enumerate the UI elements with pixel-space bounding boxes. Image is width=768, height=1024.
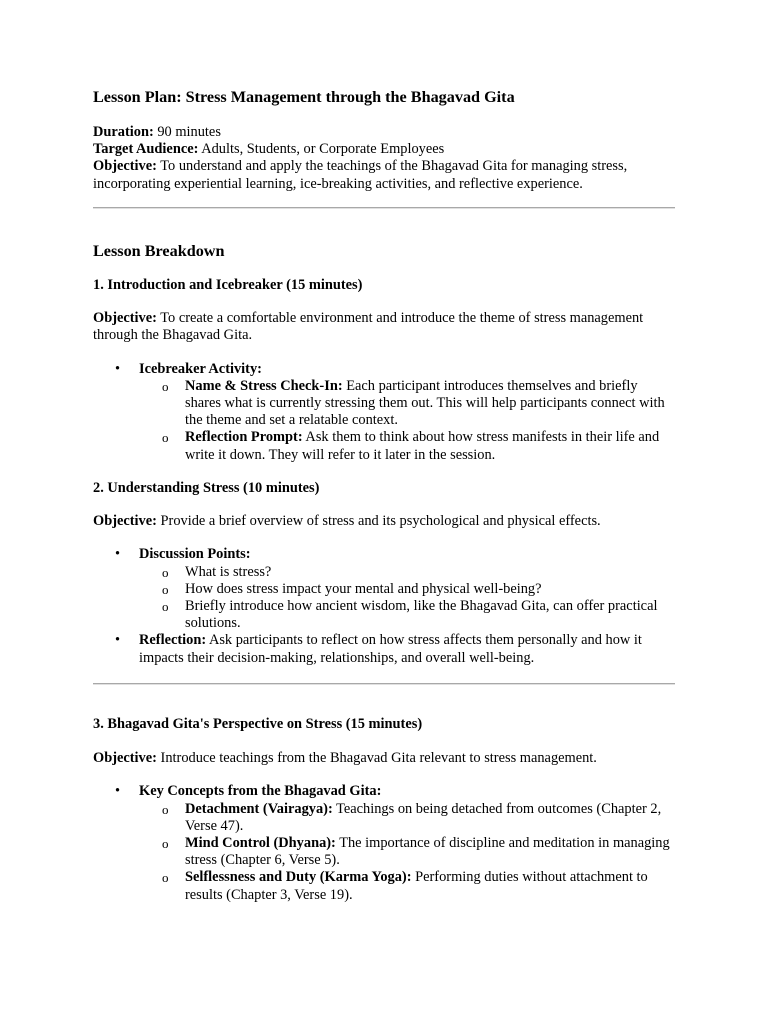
sub-list: [139, 801, 675, 904]
list-item-label: Icebreaker Activity:: [139, 360, 262, 377]
item-label: Reflection Prompt:: [185, 429, 303, 446]
sub-list-item: [139, 598, 675, 632]
bullet-icon: •: [115, 360, 121, 377]
objective-label: Objective:: [93, 513, 157, 530]
hollow-bullet-icon: o: [162, 430, 169, 446]
audience-line: [93, 141, 675, 158]
hollow-bullet-icon: o: [162, 581, 169, 597]
list-item-label: Discussion Points:: [139, 546, 251, 563]
section-introduction: [93, 277, 675, 464]
objective-label: Objective:: [93, 750, 157, 767]
section-title: 1. Introduction and Icebreaker (15 minutes): [93, 277, 363, 293]
item-label: Detachment (Vairagya):: [185, 800, 333, 817]
list-item: [93, 546, 675, 632]
section-objective: [93, 750, 675, 767]
list-item: [93, 632, 675, 666]
lesson-meta: [93, 124, 675, 193]
section-heading-breakdown: Lesson Breakdown: [93, 242, 225, 260]
sub-list-item: [139, 378, 675, 430]
item-text: Briefly introduce how ancient wisdom, like the Bhagavad Gita, can offer practical solutions.: [185, 598, 658, 632]
audience-label: Target Audience:: [93, 141, 199, 158]
section-title: 2. Understanding Stress (10 minutes): [93, 480, 320, 496]
item-text: The importance of discipline and meditation in managing stress (Chapter 6, Verse 5).: [185, 835, 670, 869]
section-title: 3. Bhagavad Gita's Perspective on Stress (15 minutes): [93, 716, 423, 732]
bullet-icon: •: [115, 632, 121, 649]
objective-text: Introduce teachings from the Bhagavad Gita relevant to stress management.: [156, 750, 597, 767]
duration-label: Duration:: [93, 124, 154, 140]
duration-line: [93, 124, 675, 141]
bullet-list: [93, 783, 675, 903]
objective-label: Objective:: [93, 158, 157, 175]
hollow-bullet-icon: o: [162, 599, 169, 615]
section-objective: [93, 513, 675, 530]
section-understanding-stress: [93, 480, 675, 667]
item-label: Selflessness and Duty (Karma Yoga):: [185, 869, 412, 886]
objective-text: To create a comfortable environment and introduce the theme of stress management through the Bhagavad Gita.: [93, 310, 644, 344]
sub-list-item: [139, 801, 675, 835]
bullet-list: [93, 546, 675, 666]
hollow-bullet-icon: o: [162, 801, 169, 817]
duration-value: 90 minutes: [153, 124, 221, 140]
hollow-bullet-icon: o: [162, 564, 169, 580]
hollow-bullet-icon: o: [162, 836, 169, 852]
horizontal-rule: [93, 207, 675, 209]
objective-value: To understand and apply the teachings of the Bhagavad Gita for managing stress, incorporating experiential learning, ice-breaking activities, and reflective experience.: [93, 158, 628, 192]
sub-list-item: [139, 581, 675, 598]
section-gita-perspective: [93, 716, 675, 904]
objective-line: [93, 158, 675, 192]
bullet-list: [93, 361, 675, 464]
sub-list-item: [139, 835, 675, 869]
list-item-label: Key Concepts from the Bhagavad Gita:: [139, 783, 382, 800]
item-text: Ask them to think about how stress manifests in their life and write it down. They will refer to it later in the session.: [185, 429, 660, 463]
item-text: Each participant introduces themselves and briefly shares what is currently stressing them out. This will help participants connect with the theme and set a relatable context.: [185, 377, 665, 429]
item-text: Teachings on being detached from outcomes (Chapter 2, Verse 47).: [185, 800, 662, 834]
list-item: [93, 783, 675, 903]
sub-list: [139, 564, 675, 633]
sub-list-item: [139, 869, 675, 903]
hollow-bullet-icon: o: [162, 378, 169, 394]
objective-text: Provide a brief overview of stress and its psychological and physical effects.: [156, 513, 601, 530]
item-label: Mind Control (Dhyana):: [185, 835, 336, 852]
hollow-bullet-icon: o: [162, 870, 169, 886]
list-item: [93, 361, 675, 464]
item-label: Name & Stress Check-In:: [185, 377, 343, 394]
audience-value: Adults, Students, or Corporate Employees: [198, 141, 445, 158]
sub-list: [139, 378, 675, 464]
objective-label: Objective:: [93, 310, 157, 327]
item-text: How does stress impact your mental and physical well-being?: [185, 580, 542, 597]
bullet-icon: •: [115, 783, 121, 800]
bullet-icon: •: [115, 546, 121, 563]
section-objective: [93, 310, 675, 344]
list-item-label: Reflection:: [139, 632, 207, 649]
item-text: Performing duties without attachment to results (Chapter 3, Verse 19).: [185, 869, 648, 903]
sub-list-item: [139, 564, 675, 581]
list-item-text: Ask participants to reflect on how stress affects them personally and how it impacts their decision-making, relationships, and overall well-being.: [139, 632, 642, 666]
item-text: What is stress?: [185, 563, 272, 580]
horizontal-rule: [93, 683, 675, 685]
sub-list-item: [139, 429, 675, 463]
page-title: Lesson Plan: Stress Management through the Bhagavad Gita: [93, 88, 515, 106]
